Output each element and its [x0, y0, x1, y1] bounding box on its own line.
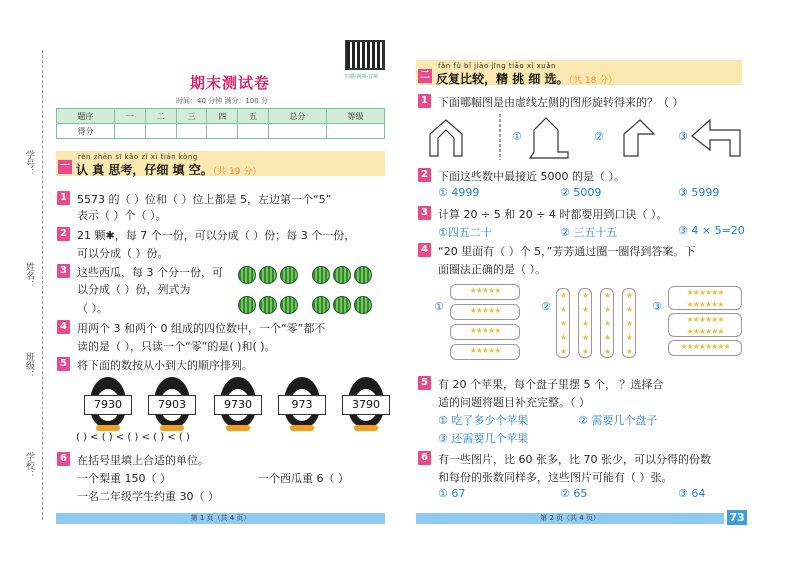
- watermelon-icon: [354, 296, 372, 314]
- r-q5-opt2[interactable]: ② 需要几个盘子: [578, 414, 658, 427]
- section2-score: （共 18 分）: [568, 76, 618, 86]
- side-label-number: 学号：: [24, 150, 34, 177]
- r-q4-opt1[interactable]: ①: [434, 300, 444, 313]
- r-q5-line1: 有 20 个苹果，每个盘子里摆 5 个， ？选择合: [438, 378, 664, 391]
- r-q6-opt2[interactable]: ② 65: [560, 487, 588, 500]
- section2-title-text: 反复比较，精 挑 细 选。: [436, 72, 569, 86]
- side-label-school: 学校：: [24, 452, 34, 479]
- question-number: 3: [57, 264, 70, 278]
- number-card: 7903: [148, 395, 196, 415]
- question-number: 6: [418, 451, 431, 465]
- q3-line2: 以分成（ ）份，列式为: [77, 283, 191, 296]
- q6-line3: 一名二年级学生约重 30（ ）: [77, 490, 219, 503]
- q5-order-line: ( ) < ( ) < ( ) < ( ) < ( ): [76, 432, 190, 443]
- watermelon-icon: [312, 266, 330, 284]
- score-table: [56, 108, 385, 139]
- number-card: 973: [278, 395, 326, 415]
- r-q6-line2: 和每份的张数同样多，这些图片可能有（ ）张。: [438, 471, 673, 484]
- watermelon-icon: [333, 296, 351, 314]
- side-label-class: 班级：: [24, 352, 34, 379]
- qr-code-icon: [345, 40, 385, 70]
- watermelon-icon: [238, 266, 256, 284]
- rotated-shapes-figure: [424, 112, 744, 162]
- r-q4-opt2[interactable]: ②: [541, 300, 551, 313]
- binding-line: [42, 50, 43, 520]
- watermelon-icon: [259, 266, 277, 284]
- number-card: 3790: [342, 395, 390, 415]
- q1-line1: 5573 的（ ）位和（ ）位上都是 5，左边第一个“5”: [77, 193, 332, 206]
- r-q6-opt1[interactable]: ① 67: [438, 487, 466, 500]
- r-q2-opt3[interactable]: ③ 5999: [678, 186, 720, 199]
- section1-number: 一: [60, 161, 70, 172]
- q1-line2: 表示（ ）个（ ）。: [77, 209, 167, 222]
- watermelon-icon: [333, 266, 351, 284]
- r-q5-opt3[interactable]: ③ 还需要几个苹果: [438, 432, 529, 445]
- star-group: ★★★★★: [450, 344, 520, 360]
- q2-line1: 21 颗✱，每 7 个一份，可以分成（ ）份；每 3 个一份，: [77, 229, 356, 242]
- score-cell[interactable]: [207, 124, 238, 139]
- q3-line1: 这些西瓜，每 3 个分一份，可: [77, 266, 223, 279]
- section2-title: [436, 70, 617, 87]
- left-footer: 第 1 页（共 4 页）: [56, 513, 385, 524]
- penguin-card: [214, 377, 262, 433]
- question-number: 2: [57, 227, 70, 241]
- page-number-badge: 73: [727, 510, 747, 525]
- number-card: 7930: [84, 395, 132, 415]
- score-header-cell: 题序: [57, 109, 115, 124]
- right-footer: 第 2 页（共 4 页）: [416, 513, 724, 524]
- score-row-label: 得分: [57, 124, 115, 139]
- star-group: ★★★★★★ ★★★★★★: [668, 313, 742, 337]
- section2-pinyin: fǎn fù bǐ jiào jīng tiāo xì xuǎn: [438, 62, 556, 70]
- option2-shape: [624, 120, 654, 156]
- watermelon-icon: [280, 296, 298, 314]
- option3-shape: [692, 120, 740, 156]
- penguin-card: [342, 377, 390, 433]
- r-q3-opt3[interactable]: ③ 4 × 5=20: [678, 224, 745, 237]
- r-q2-line1: 下面这些数中最接近 5000 的是（ ）。: [438, 170, 625, 183]
- score-cell[interactable]: [115, 124, 146, 139]
- watermelon-image: [236, 264, 386, 319]
- r-q5-line2: 适的问题将题目补充完整。（ ）: [438, 396, 590, 409]
- r-q4-line1: “20 里面有（ ）个 5，”芳芳通过圈一圈得到答案。下: [438, 245, 696, 258]
- score-header-cell: 五: [238, 109, 269, 124]
- question-number: 1: [418, 94, 431, 108]
- r-q1-opt2[interactable]: ②: [594, 130, 604, 143]
- q6-line1: 在括号里填上合适的单位。: [77, 454, 209, 467]
- star-group: ★ ★ ★ ★ ★: [622, 288, 636, 358]
- option1-shape: [530, 118, 568, 158]
- star-group: ★ ★ ★ ★ ★: [600, 288, 614, 358]
- score-header-cell: 四: [207, 109, 238, 124]
- penguin-card: [148, 377, 196, 433]
- watermelon-icon: [238, 296, 256, 314]
- section1-pinyin: rèn zhēn sī kǎo zǐ xì tián kòng: [78, 153, 198, 161]
- section1-score: （共 19 分）: [212, 167, 262, 177]
- question-number: 5: [57, 357, 70, 371]
- r-q4-opt3[interactable]: ③: [652, 300, 662, 313]
- star-group: ★ ★ ★ ★ ★: [556, 288, 570, 358]
- section1-title: [76, 161, 261, 178]
- page-title: 期末测试卷: [190, 74, 271, 92]
- r-q3-opt2[interactable]: ② 三五十五: [560, 226, 618, 239]
- section2-number: 二: [420, 70, 430, 81]
- score-cell[interactable]: [145, 124, 176, 139]
- r-q3-opt1[interactable]: ①四五二十: [438, 226, 492, 239]
- q4-line2: 读的是（ ），只读一个“零”的是( )和( )。: [77, 340, 276, 353]
- question-number: 4: [418, 243, 431, 257]
- star-group: ★ ★ ★ ★ ★: [578, 288, 592, 358]
- r-q2-opt1[interactable]: ① 4999: [438, 186, 480, 199]
- score-header-cell: 总分: [268, 109, 326, 124]
- circling-option1-figure: [450, 284, 522, 364]
- score-header-cell: 二: [145, 109, 176, 124]
- star-group: ★★★★★: [450, 284, 520, 300]
- qr-caption: 扫描·视频·音频: [345, 74, 379, 80]
- r-q4-line2: 面圈法正确的是（ ）。: [438, 263, 546, 276]
- watermelon-icon: [259, 296, 277, 314]
- question-number: 1: [57, 191, 70, 205]
- question-number: 3: [418, 206, 431, 220]
- original-arrow-shape: [430, 120, 462, 156]
- question-number: 2: [418, 168, 431, 182]
- number-card: 9730: [214, 395, 262, 415]
- q3-line3: （ ）。: [77, 302, 108, 315]
- star-group: ★★★★★★ ★★★★★★: [668, 286, 742, 310]
- r-q5-opt1[interactable]: ① 吃了多少个苹果: [438, 414, 529, 427]
- star-group: ★★★★★★★★: [668, 340, 742, 356]
- score-cell[interactable]: [238, 124, 269, 139]
- watermelon-icon: [354, 266, 372, 284]
- side-label-name: 姓名：: [24, 262, 34, 289]
- r-q1-opt3[interactable]: ③: [678, 130, 688, 143]
- q2-line2: 可以分成（ ）份。: [77, 247, 169, 260]
- r-q6-line1: 有一些图片，比 60 张多，比 70 张少，可以分得的份数: [438, 453, 711, 466]
- penguin-card: [84, 377, 132, 433]
- r-q1-line1: 下面哪幅图是由虚线左侧的图形旋转得来的？（ ）: [438, 96, 684, 109]
- section1-title-text: 认 真 思考，仔细 填 空。: [76, 163, 213, 177]
- question-number: 6: [57, 452, 70, 466]
- score-cell[interactable]: [326, 124, 384, 139]
- q6-line2b: 一个西瓜重 6（ ）: [258, 472, 349, 485]
- circling-option2-figure: [556, 288, 640, 360]
- r-q2-opt2[interactable]: ② 5009: [560, 186, 602, 199]
- watermelon-icon: [312, 296, 330, 314]
- r-q6-opt3[interactable]: ③ 64: [678, 487, 706, 500]
- star-group: ★★★★★: [450, 304, 520, 320]
- r-q3-line1: 计算 20 ÷ 5 和 20 ÷ 4 时都要用到口诀（ ）。: [438, 208, 668, 221]
- circling-option3-figure: [668, 286, 744, 362]
- score-header-cell: 三: [176, 109, 207, 124]
- q4-line1: 用两个 3 和两个 0 组成的四位数中，一个“零”都不: [77, 322, 326, 335]
- question-number: 4: [57, 320, 70, 334]
- star-group: ★★★★★: [450, 324, 520, 340]
- question-number: 5: [418, 376, 431, 390]
- score-cell[interactable]: [176, 124, 207, 139]
- q5-line1: 将下面的数按从小到大的顺序排列。: [77, 359, 253, 372]
- score-header-cell: 等级: [326, 109, 384, 124]
- penguin-card: [278, 377, 326, 433]
- score-cell[interactable]: [268, 124, 326, 139]
- score-header-cell: 一: [115, 109, 146, 124]
- exam-meta: 时间：40 分钟 满分：100 分: [176, 97, 268, 105]
- watermelon-icon: [280, 266, 298, 284]
- q6-line2a: 一个梨重 150（ ）: [77, 472, 171, 485]
- r-q1-opt1[interactable]: ①: [512, 130, 522, 143]
